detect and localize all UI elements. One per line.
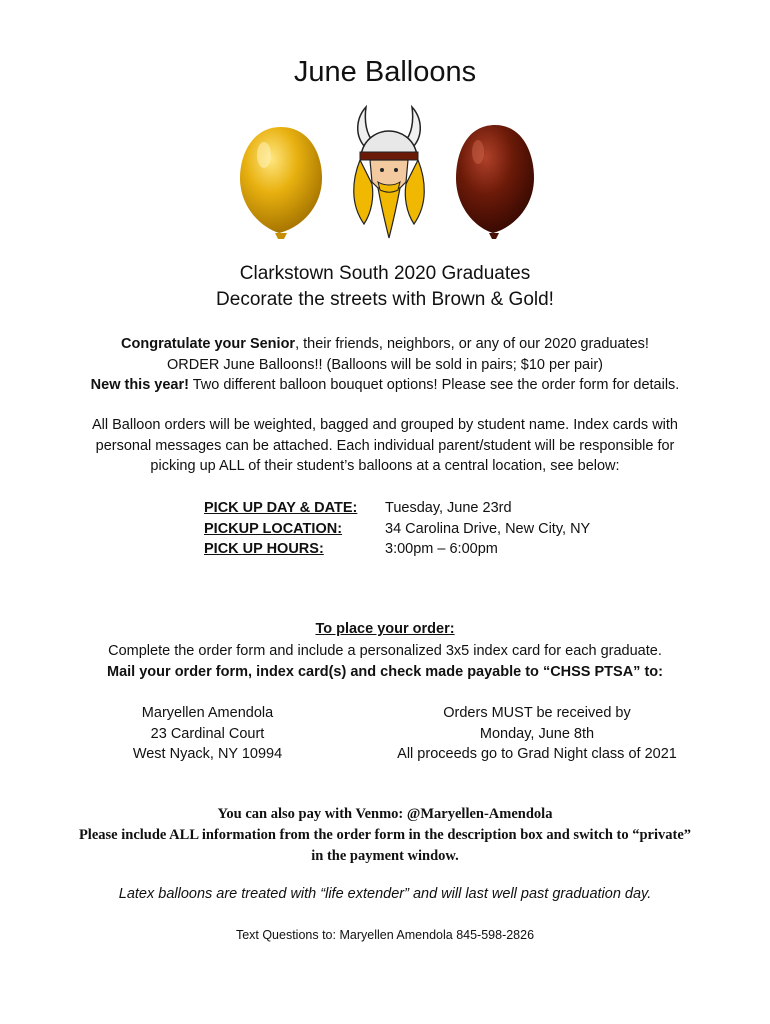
pickup-row (204, 498, 590, 519)
intro-line-2: ORDER June Balloons!! (Balloons will be sold in pairs; $10 per pair) (166, 356, 603, 373)
venmo-line-3: in the payment window. (311, 848, 459, 864)
venmo-line-1: You can also pay with Venmo: @Maryellen-Amendola (217, 806, 553, 822)
deadline-line-1: Orders MUST be received by (443, 705, 631, 721)
order-deadline (378, 703, 696, 765)
viking-mascot-logo (354, 107, 425, 238)
intro-line-3 (0, 375, 770, 396)
header-artwork (0, 100, 770, 245)
latex-note: Latex balloons are treated with “life extender” and will last well past graduation day. (118, 886, 652, 902)
order-line-1: Complete the order form and include a personalized 3x5 index card for each graduate. (108, 643, 662, 659)
orders-line-2: personal messages can be attached. Each individual parent/student will be responsible for (95, 437, 675, 454)
order-heading: To place your order: (315, 621, 455, 637)
intro-line-1 (0, 334, 770, 355)
intro-bold: Congratulate your Senior (121, 336, 296, 352)
pickup-row (204, 539, 590, 560)
pickup-details (204, 498, 590, 560)
pickup-value: 34 Carolina Drive, New City, NY (385, 520, 591, 537)
intro-text-3: Two different balloon bouquet options! Please see the order form for details. (188, 377, 680, 393)
address-name: Maryellen Amendola (141, 705, 274, 721)
address-street: 23 Cardinal Court (150, 725, 265, 742)
deadline-line-2: Monday, June 8th (479, 725, 595, 742)
pickup-label: PICK UP HOURS: (204, 541, 324, 557)
page-title: June Balloons (293, 56, 477, 88)
order-line-2: Mail your order form, index card(s) and check made payable to “CHSS PTSA” to: (107, 663, 663, 680)
orders-paragraph (0, 415, 770, 477)
venmo-line-2: Please include ALL information from the order form in the description box and switch to “private” (78, 827, 692, 843)
mailing-address (100, 703, 315, 765)
pickup-label: PICK UP DAY & DATE: (204, 500, 358, 516)
pickup-label: PICKUP LOCATION: (204, 520, 343, 537)
venmo-section (0, 804, 770, 867)
intro-text: , their friends, neighbors, or any of our 2020 graduates! (295, 336, 649, 352)
gold-balloon-icon (240, 127, 322, 239)
intro-paragraph (0, 334, 770, 396)
brown-balloon-icon (456, 125, 534, 239)
contact-line: Text Questions to: Maryellen Amendola 845-598-2826 (235, 928, 535, 942)
order-instructions (0, 641, 770, 682)
pickup-value: 3:00pm – 6:00pm (385, 541, 498, 557)
subheading-class: Clarkstown South 2020 Graduates (239, 263, 531, 284)
orders-line-1: All Balloon orders will be weighted, bagged and grouped by student name. Index cards with (91, 417, 678, 433)
address-city: West Nyack, NY 10994 (132, 746, 283, 762)
orders-line-3: picking up ALL of their student’s balloons at a central location, see below: (150, 458, 620, 474)
subheading-slogan: Decorate the streets with Brown & Gold! (216, 289, 554, 310)
pickup-row (204, 519, 590, 540)
pickup-value: Tuesday, June 23rd (385, 500, 512, 516)
deadline-line-3: All proceeds go to Grad Night class of 2021 (397, 746, 677, 762)
new-this-year: New this year! (90, 377, 189, 393)
